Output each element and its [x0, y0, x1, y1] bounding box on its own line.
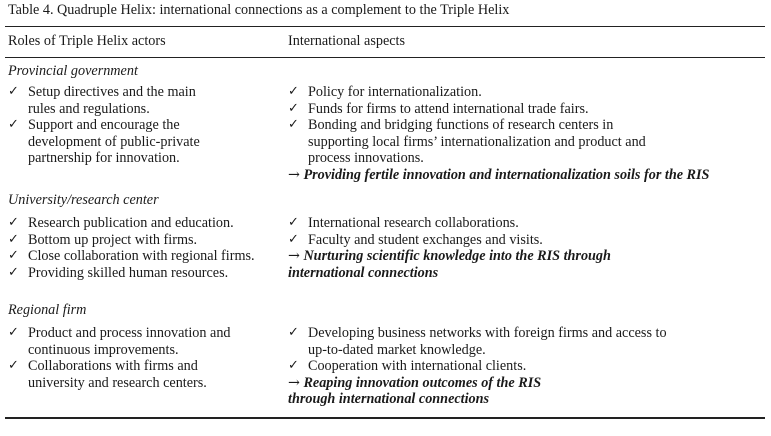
- aspects-university-research-center: [288, 215, 764, 281]
- aspect-text: Faculty and student exchanges and visits.: [308, 231, 543, 248]
- aspect-item: [288, 325, 764, 358]
- aspect-text: supporting local firms’ internationalization and product and: [308, 133, 646, 150]
- aspect-item: [288, 232, 764, 249]
- role-text: Product and process innovation and: [28, 325, 231, 341]
- section-title-university-research-center: University/research center: [8, 192, 159, 208]
- conclusion-provincial-government: [288, 167, 764, 184]
- role-item: [8, 215, 283, 232]
- aspect-item: [288, 101, 764, 118]
- conclusion-regional-firm: [288, 375, 764, 408]
- aspects-regional-firm: [288, 325, 764, 408]
- aspect-text: process innovations.: [308, 150, 424, 167]
- conclusion-text: Nurturing scientific knowledge into the RIS through: [303, 248, 611, 265]
- role-text: university and research centers.: [28, 374, 207, 391]
- role-text: Support and encourage the: [28, 117, 180, 134]
- role-text: Providing skilled human resources.: [28, 264, 229, 281]
- check-icon: ✓: [8, 84, 19, 99]
- aspect-text: up-to-dated market knowledge.: [308, 341, 486, 358]
- role-text: partnership for innovation.: [28, 150, 180, 167]
- aspect-text: Developing business networks with foreign firms and access to: [308, 325, 667, 341]
- check-icon: ✓: [288, 84, 299, 99]
- role-item: [8, 117, 283, 167]
- aspect-item: [288, 117, 764, 167]
- role-item: [8, 232, 283, 249]
- aspect-text: International research collaborations.: [308, 215, 519, 231]
- aspect-text: Cooperation with international clients.: [308, 358, 527, 375]
- check-icon: ✓: [8, 215, 19, 230]
- roles-university-research-center: [8, 215, 283, 281]
- section-title-provincial-government: Provincial government: [8, 63, 138, 79]
- aspects-provincial-government: [288, 84, 764, 184]
- role-text: development of public-private: [28, 133, 200, 150]
- role-item: [8, 248, 283, 265]
- roles-provincial-government: [8, 84, 283, 167]
- role-text: continuous improvements.: [28, 341, 179, 358]
- check-icon: ✓: [288, 215, 299, 230]
- check-icon: ✓: [288, 100, 299, 116]
- arrow-right-icon: →: [288, 374, 300, 391]
- conclusion-text: through international connections: [288, 391, 490, 408]
- role-text: Close collaboration with regional firms.: [28, 248, 255, 265]
- header-roles: Roles of Triple Helix actors: [8, 33, 166, 49]
- role-item: [8, 325, 283, 358]
- role-text: rules and regulations.: [28, 100, 150, 117]
- conclusion-university-research-center: [288, 248, 764, 281]
- role-item: [8, 84, 283, 117]
- check-icon: ✓: [8, 325, 19, 340]
- check-icon: ✓: [8, 248, 19, 264]
- aspect-text: Funds for firms to attend international trade fairs.: [308, 100, 589, 117]
- conclusion-text: Reaping innovation outcomes of the RIS: [303, 374, 542, 391]
- bottom-rule: [5, 417, 765, 419]
- conclusion-text: Providing fertile innovation and internationalization soils for the RIS: [303, 166, 710, 183]
- check-icon: ✓: [8, 264, 19, 280]
- aspect-item: [288, 358, 764, 375]
- aspect-text: Policy for internationalization.: [308, 84, 482, 100]
- section-title-regional-firm: Regional firm: [8, 302, 87, 318]
- header-international: International aspects: [288, 33, 405, 49]
- role-item: [8, 358, 283, 391]
- check-icon: ✓: [288, 358, 299, 374]
- role-text: Setup directives and the main: [28, 84, 196, 100]
- check-icon: ✓: [288, 325, 299, 340]
- aspect-item: [288, 84, 764, 101]
- aspect-item: [288, 215, 764, 232]
- header-rule: [5, 57, 765, 58]
- role-text: Bottom up project with firms.: [28, 231, 198, 248]
- top-rule: [5, 26, 765, 27]
- check-icon: ✓: [8, 358, 19, 374]
- role-text: Research publication and education.: [28, 215, 234, 231]
- arrow-right-icon: →: [288, 166, 300, 183]
- table-caption: Table 4. Quadruple Helix: international connections as a complement to the Triple Helix: [8, 2, 510, 18]
- check-icon: ✓: [288, 231, 299, 247]
- role-text: Collaborations with firms and: [28, 358, 198, 375]
- check-icon: ✓: [288, 117, 299, 133]
- arrow-right-icon: →: [288, 248, 300, 265]
- role-item: [8, 265, 283, 282]
- check-icon: ✓: [8, 117, 19, 133]
- roles-regional-firm: [8, 325, 283, 391]
- check-icon: ✓: [8, 231, 19, 247]
- aspect-text: Bonding and bridging functions of research centers in: [308, 117, 614, 134]
- conclusion-text: international connections: [288, 264, 439, 281]
